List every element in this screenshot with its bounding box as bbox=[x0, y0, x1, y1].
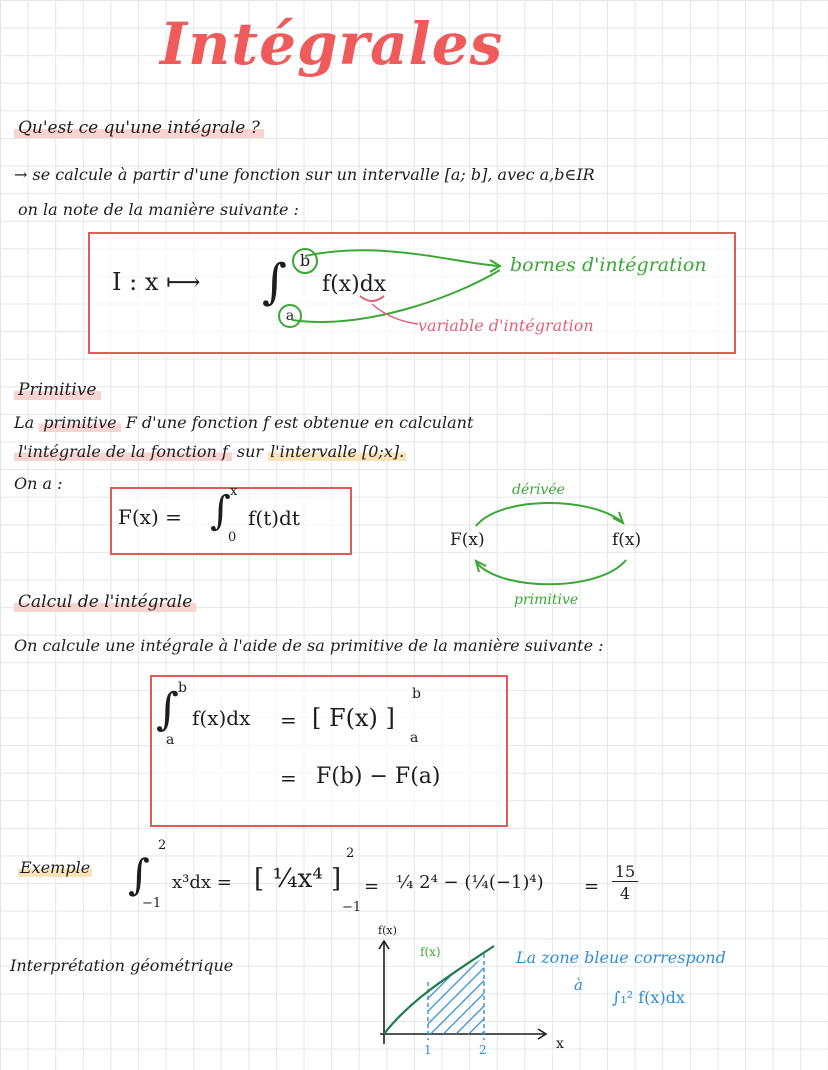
example-equals: = bbox=[364, 876, 380, 897]
integrand: f(x)dx bbox=[322, 272, 387, 297]
y-axis-label: f(x) bbox=[378, 924, 397, 937]
integral-sign-icon: ∫ bbox=[156, 684, 179, 735]
cycle-left: F(x) bbox=[450, 530, 485, 550]
bracket-lower: a bbox=[410, 730, 419, 746]
result-denominator: 4 bbox=[619, 884, 631, 903]
text: Exemple bbox=[20, 858, 91, 877]
cycle-bottom-label: primitive bbox=[514, 592, 579, 608]
note-line-2: à bbox=[574, 976, 583, 994]
heading-text: Primitive bbox=[14, 380, 101, 400]
bracket-upper: b bbox=[412, 686, 421, 702]
integral-sign-icon: ∫ bbox=[128, 850, 150, 899]
note-line-1: La zone bleue correspond bbox=[516, 948, 726, 967]
label-variable: variable d'intégration bbox=[418, 316, 594, 335]
tick-2: 2 bbox=[479, 1043, 487, 1057]
primitive-word: primitive bbox=[39, 413, 120, 432]
primitive-lhs: F(x) = bbox=[118, 505, 182, 529]
lower-bound: a bbox=[278, 304, 302, 328]
x-axis-label: x bbox=[556, 1036, 564, 1052]
integral-sign-icon: ∫ bbox=[210, 488, 231, 534]
calcul-integrand: f(x)dx bbox=[192, 706, 251, 730]
example-lower: −1 bbox=[142, 896, 162, 911]
cycle-top-label: dérivée bbox=[512, 482, 565, 498]
bracket-expression: [ F(x) ] bbox=[312, 704, 395, 732]
heading-text: Calcul de l'intégrale bbox=[14, 592, 196, 612]
example-bracket-lower: −1 bbox=[342, 900, 362, 915]
geometry-heading: Interprétation géométrique bbox=[10, 956, 234, 975]
equals-1: = bbox=[280, 708, 297, 732]
text: La bbox=[14, 413, 35, 432]
tick-1: 1 bbox=[424, 1043, 432, 1057]
result-numerator: 15 bbox=[612, 862, 638, 882]
example-bracket-upper: 2 bbox=[346, 846, 355, 861]
text: l'intégrale de la fonction f bbox=[14, 442, 232, 461]
definition-line-1: → se calcule à partir d'une fonction sur un intervalle [a; b], avec a,b∈IR bbox=[14, 165, 595, 184]
example-upper: 2 bbox=[158, 838, 167, 853]
note-integral: ∫₁² f(x)dx bbox=[612, 988, 685, 1007]
calcul-upper: b bbox=[178, 680, 187, 696]
calcul-line-1: On calcule une intégrale à l'aide de sa primitive de la manière suivante : bbox=[14, 636, 604, 655]
primitive-lower: 0 bbox=[228, 530, 237, 545]
cycle-right: f(x) bbox=[612, 530, 642, 550]
calcul-result: F(b) − F(a) bbox=[316, 764, 441, 789]
primitive-line-3: On a : bbox=[14, 474, 63, 493]
shaded-area bbox=[428, 957, 484, 1034]
text: F d'une fonction f est obtenue en calculant bbox=[125, 413, 474, 432]
heading-text: Qu'est ce qu'une intégrale ? bbox=[14, 118, 264, 138]
curve-label: f(x) bbox=[420, 945, 441, 959]
definition-lhs: I : x ⟼ bbox=[112, 268, 201, 296]
example-bracket: [ ¼x⁴ ] bbox=[254, 864, 342, 894]
text: sur bbox=[236, 442, 264, 461]
integral-sign-icon: ∫ bbox=[262, 254, 288, 310]
calcul-lower: a bbox=[166, 732, 175, 748]
interval-text: l'intervalle [0;x]. bbox=[270, 442, 405, 461]
equals-2: = bbox=[280, 766, 297, 790]
example-step: ¼ 2⁴ − (¼(−1)⁴) bbox=[396, 872, 544, 893]
definition-line-2: on la note de la manière suivante : bbox=[18, 200, 299, 219]
example-equals-2: = bbox=[584, 876, 600, 897]
primitive-integrand: f(t)dt bbox=[248, 506, 300, 530]
example-integrand: x³dx = bbox=[172, 872, 232, 893]
primitive-upper: x bbox=[230, 484, 238, 499]
label-bounds: bornes d'intégration bbox=[510, 254, 707, 276]
upper-bound: b bbox=[292, 248, 318, 274]
page-title: Intégrales bbox=[160, 10, 504, 78]
